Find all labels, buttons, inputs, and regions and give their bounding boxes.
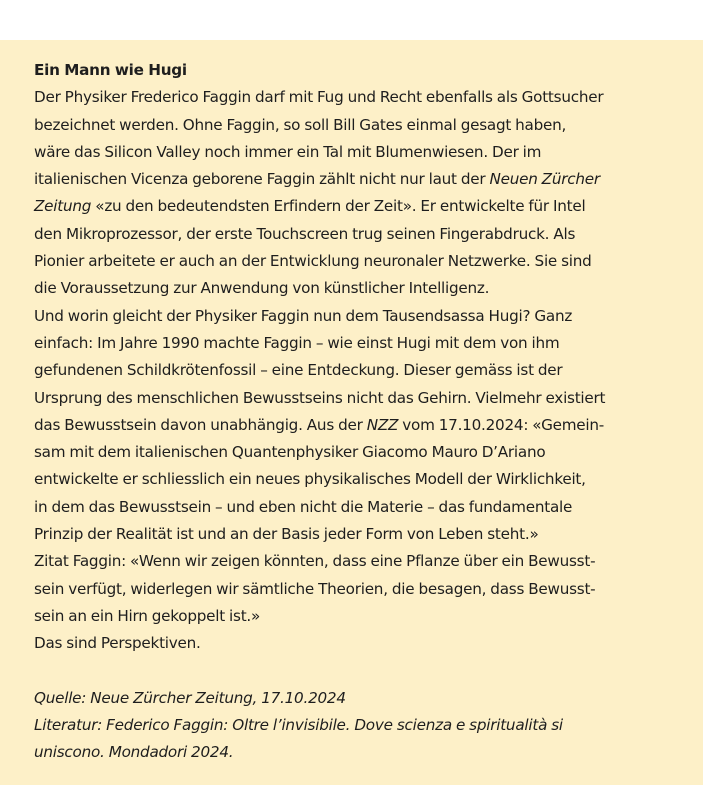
- text-segment: den Mikroprozessor, der erste Touchscreen trug seinen Fingerabdruck. Als: [34, 224, 576, 243]
- spacer: [34, 658, 703, 685]
- text-segment: «zu den bedeutendsten Erfindern der Zeit». Er entwickelte für Intel: [91, 197, 586, 216]
- body-line: [34, 357, 695, 384]
- body-line: [34, 439, 695, 466]
- text-segment: Und worin gleicht der Physiker Faggin nun dem Tausendsassa Hugi? Ganz: [34, 306, 573, 325]
- body-line: [34, 521, 695, 548]
- text-segment: einfach: Im Jahre 1990 machte Faggin – wie einst Hugi mit dem von ihm: [34, 333, 560, 352]
- body-line: [34, 112, 695, 139]
- body-line: [34, 193, 695, 220]
- body-line: [34, 466, 695, 493]
- body-line: [34, 330, 695, 357]
- article-body: [34, 84, 703, 657]
- body-line: [34, 385, 695, 412]
- text-segment: Pionier arbeitete er auch an der Entwicklung neuronaler Netzwerke. Sie sind: [34, 252, 592, 271]
- body-line: [34, 548, 695, 575]
- article-title: Ein Mann wie Hugi: [34, 61, 187, 79]
- body-line: [34, 275, 695, 302]
- body-line: [34, 248, 695, 275]
- body-line: [34, 166, 695, 193]
- text-segment: sein an ein Hirn gekoppelt ist.»: [34, 606, 261, 625]
- body-line: [34, 576, 695, 603]
- italic-text: Neuen Zürcher: [489, 170, 600, 189]
- text-segment: sam mit dem italienischen Quantenphysiker Giacomo Mauro D’Ariano: [34, 443, 546, 462]
- body-line: [34, 303, 695, 330]
- body-line: [34, 630, 695, 657]
- text-segment: wäre das Silicon Valley noch immer ein Tal mit Blumenwiesen. Der im: [34, 142, 542, 161]
- text-segment: die Voraussetzung zur Anwendung von künstlicher Intelligenz.: [34, 279, 490, 298]
- body-line: [34, 139, 695, 166]
- text-segment: in dem das Bewusstsein – und eben nicht die Materie – das fundamentale: [34, 497, 573, 516]
- info-box: [0, 40, 703, 785]
- literature-line: uniscono. Mondadori 2024.: [34, 743, 234, 762]
- text-segment: Der Physiker Frederico Faggin darf mit Fug und Recht ebenfalls als Gottsucher: [34, 88, 604, 107]
- text-segment: Prinzip der Realität ist und an der Basis jeder Form von Leben steht.»: [34, 525, 539, 544]
- body-line: [34, 412, 695, 439]
- italic-text: NZZ: [366, 415, 399, 434]
- body-line: [34, 221, 695, 248]
- text-segment: italienischen Vicenza geborene Faggin zählt nicht nur laut der: [34, 170, 490, 189]
- body-line: [34, 603, 695, 630]
- text-segment: das Bewusstsein davon unabhängig. Aus der: [34, 415, 367, 434]
- italic-text: Zeitung: [34, 197, 92, 216]
- source-line: Quelle: Neue Zürcher Zeitung, 17.10.2024: [34, 688, 346, 707]
- article-sources: [34, 685, 703, 767]
- text-segment: vom 17.10.2024: «Gemein-: [398, 415, 605, 434]
- text-segment: Ursprung des menschlichen Bewusstseins nicht das Gehirn. Vielmehr existiert: [34, 388, 606, 407]
- article-text: [34, 57, 703, 767]
- body-line: [34, 84, 695, 111]
- text-segment: gefundenen Schildkrötenfossil – eine Entdeckung. Dieser gemäss ist der: [34, 361, 563, 380]
- body-line: [34, 494, 695, 521]
- text-segment: Das sind Perspektiven.: [34, 634, 201, 653]
- text-segment: entwickelte er schliesslich ein neues physikalisches Modell der Wirklichkeit,: [34, 470, 586, 489]
- text-segment: bezeichnet werden. Ohne Faggin, so soll Bill Gates einmal gesagt haben,: [34, 115, 567, 134]
- text-segment: sein verfügt, widerlegen wir sämtliche Theorien, die besagen, dass Bewusst-: [34, 579, 596, 598]
- literature-line: Literatur: Federico Faggin: Oltre l’invisibile. Dove scienza e spiritualità si: [34, 716, 563, 735]
- text-segment: Zitat Faggin: «Wenn wir zeigen könnten, dass eine Pflanze über ein Bewusst-: [34, 552, 596, 571]
